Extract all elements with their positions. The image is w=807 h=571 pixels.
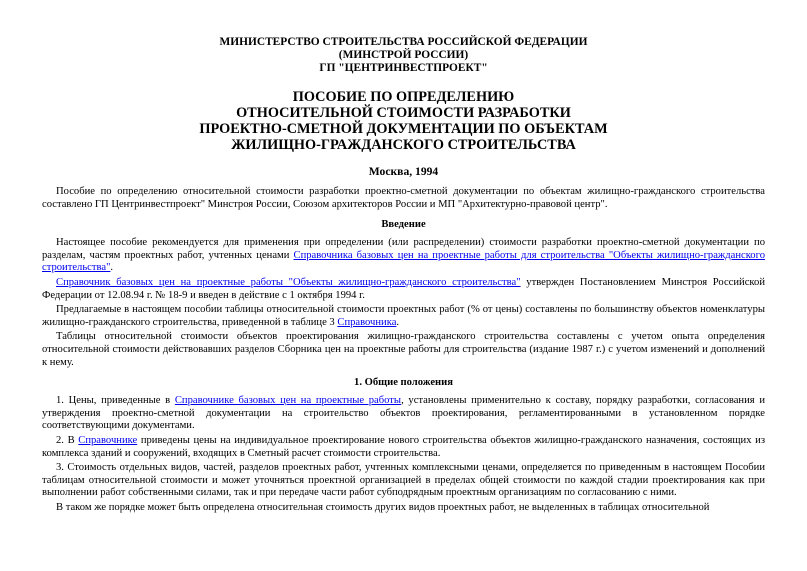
intro-paragraph-4: Таблицы относительной стоимости объектов проектирования жилищно-гражданского строительства составлены с учетом опыта определения относительной стоимости действовавших разделов Сборника цен на проектные работы для строительства (издание 1987 г.) с учетом изменений и дополнений к нему. [42, 331, 765, 368]
title-line-4: ЖИЛИЩНО-ГРАЖДАНСКОГО СТРОИТЕЛЬСТВА [231, 137, 576, 153]
reference-link-spravochnik-2[interactable]: Справочнике [78, 434, 138, 446]
document-title [42, 89, 765, 153]
intro-paragraph-2 [42, 277, 765, 302]
section-title-general: 1. Общие положения [354, 377, 453, 389]
text: . [396, 316, 400, 328]
organization-name: ГП "ЦЕНТРИНВЕСТПРОЕКТ" [319, 62, 488, 74]
reference-link-base-prices[interactable]: Справочнике базовых цен на проектные работы [174, 395, 402, 407]
text: , установлены применительно к составу, порядку разработки, согласования и утверждения проектно-сметной документации на строительство объектов проектирования, регламентированными в установленном порядке соответствующими документами. [42, 395, 765, 432]
section-title-introduction: Введение [381, 219, 426, 231]
general-paragraph-2 [42, 435, 765, 460]
reference-link-handbook-title[interactable]: Справочник базовых цен на проектные работы "Объекты жилищно-гражданского строительства" [56, 276, 521, 288]
text: утвержден Постановлением Минстроя Российской Федерации от 12.08.94 г. № 18-9 и введен в действие с 1 октября 1994 г. [42, 276, 765, 301]
text: 2. В [56, 434, 79, 446]
title-line-1: ПОСОБИЕ ПО ОПРЕДЕЛЕНИЮ [292, 89, 515, 105]
intro-paragraph: Пособие по определению относительной стоимости разработки проектно-сметной документации по объектам жилищно-гражданского строительства составлено ГП Центринвестпроект" Минстроя России, Союзом архитекторов России и МП "Архитектурно-правовой центр". [42, 186, 765, 210]
text: Настоящее пособие рекомендуется для применения при определении (или распределении) стоимости разработки проектно-сметной документации по разделам, частям проектных работ, учтенных ценами [42, 237, 765, 261]
ministry-name: МИНИСТЕРСТВО СТРОИТЕЛЬСТВА РОССИЙСКОЙ ФЕДЕРАЦИИ [219, 36, 588, 48]
text: . [110, 262, 114, 274]
text: 1. Цены, приведенные в [56, 395, 175, 407]
general-paragraph-4: В таком же порядке может быть определена относительная стоимость других видов проектных работ, не выделенных в таблицах относительной [56, 501, 710, 513]
title-line-2: ОТНОСИТЕЛЬНОЙ СТОИМОСТИ РАЗРАБОТКИ [236, 105, 571, 121]
reference-link-spravochnik[interactable]: Справочника [337, 316, 397, 328]
intro-paragraph-3 [42, 304, 765, 329]
intro-paragraph-1 [42, 237, 765, 275]
general-paragraph-3: 3. Стоимость отдельных видов, частей, разделов проектных работ, учтенных комплексными ценами, определяется по приведенным в настоящем Пособии таблицам относительной стоимости и может уточняться проектной организацией в пределах общей стоимости по каждой стадии проектирования как при выполнении работ собственными силами, так и при передаче части работ субподрядным проектным организациям по согласованию с ними. [42, 462, 765, 499]
title-line-3: ПРОЕКТНО-СМЕТНОЙ ДОКУМЕНТАЦИИ ПО ОБЪЕКТАМ [199, 121, 608, 137]
text: приведены цены на индивидуальное проектирование нового строительства объектов жилищно-гражданского назначения, состоящих из комплекса зданий и сооружений, входящих в Сметный расчет стоимости строительства. [42, 434, 766, 459]
text: Предлагаемые в настоящем пособии таблицы относительной стоимости проектных работ (% от цены) составлены по большинству объектов номенклатуры жилищно-гражданского строительства, приведенной в таблице 3 [42, 304, 765, 328]
general-paragraph-1 [42, 395, 765, 433]
reference-link-handbook[interactable]: Справочника базовых цен на проектные работы для строительства "Объекты жилищно-гражданского строительства" [42, 249, 765, 274]
ministry-abbr: (МИНСТРОЙ РОССИИ) [338, 49, 469, 61]
city-year: Москва, 1994 [368, 165, 439, 178]
